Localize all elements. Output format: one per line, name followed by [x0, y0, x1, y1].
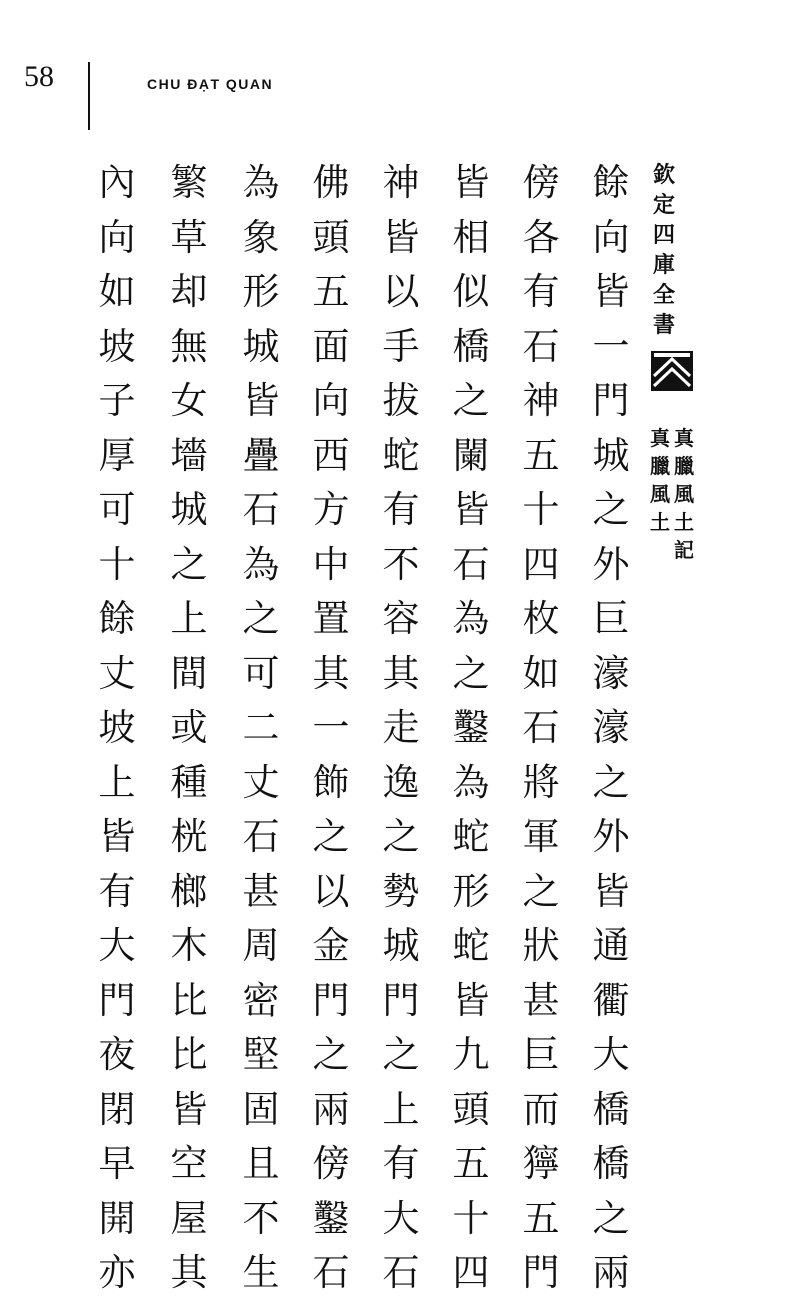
- header-divider: [88, 62, 90, 130]
- page-number: 58: [24, 60, 54, 93]
- text-column: 傍 各 有 石 神 五 十 四 枚 如 石 將 軍 之 狀 甚 巨 而 獰 五 門: [522, 161, 560, 1294]
- running-head: CHU ĐẠT QUAN: [147, 76, 274, 92]
- side-title: 欽 定 四 庫 全 書: [652, 162, 675, 338]
- side-subtitle-right: 真 臘 風 土 記: [674, 426, 694, 562]
- text-column: 為 象 形 城 皆 疊 石 為 之 可 二 丈 石 甚 周 密 堅 固 且 不 生: [242, 161, 280, 1294]
- text-column: 佛 頭 五 面 向 西 方 中 置 其 一 飾 之 以 金 門 之 兩 傍 鑿 石: [312, 161, 350, 1294]
- book-emblem-icon: [650, 350, 694, 392]
- text-column: 內 向 如 坡 子 厚 可 十 餘 丈 坡 上 皆 有 大 門 夜 閉 早 開 亦: [98, 161, 136, 1294]
- text-column: 餘 向 皆 一 門 城 之 外 巨 濠 濠 之 外 皆 通 衢 大 橋 橋 之 兩: [592, 161, 630, 1294]
- side-subtitle-left: 真 臘 風 土: [650, 426, 670, 534]
- text-column: 神 皆 以 手 拔 蛇 有 不 容 其 走 逸 之 勢 城 門 之 上 有 大 石: [382, 161, 420, 1294]
- text-column: 皆 相 似 橋 之 闌 皆 石 為 之 鑿 為 蛇 形 蛇 皆 九 頭 五 十 四: [452, 161, 490, 1294]
- text-column: 繁 草 却 無 女 墻 城 之 上 間 或 種 桄 榔 木 比 比 皆 空 屋 其: [170, 161, 208, 1294]
